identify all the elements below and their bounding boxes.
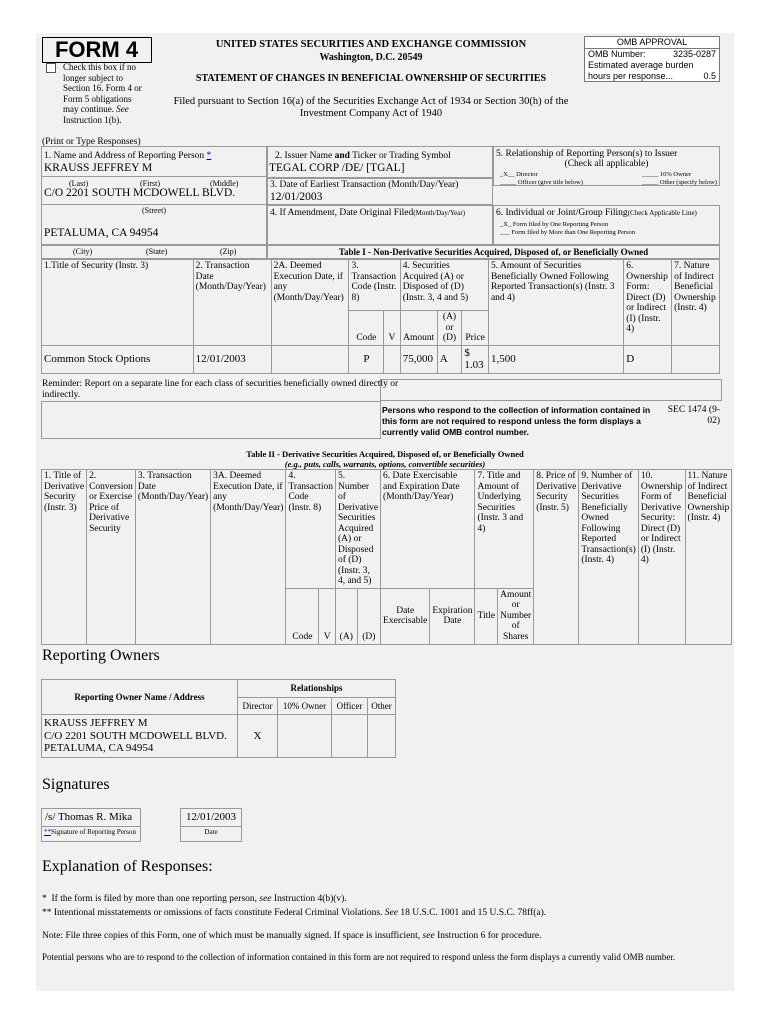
t2-h-d: (D) — [357, 588, 380, 644]
t1-h-form: 6. Ownership Form: Direct (D) or Indirect (I) (Instr. 4) — [624, 260, 672, 346]
t1-amount: 75,000 — [400, 345, 437, 373]
t1-h-title: 1.Title of Security (Instr. 3) — [42, 260, 194, 346]
omb-approval-box — [584, 36, 720, 82]
t2-h-shares: Amount or Number of Shares — [498, 588, 534, 644]
omb-hours-value: 0.5 — [703, 71, 716, 81]
issuer-name: TEGAL CORP /DE/ [TGAL] — [269, 162, 405, 174]
reporting-person-name: KRAUSS JEFFREY M — [44, 162, 153, 174]
ro-10pct-mark — [278, 715, 332, 758]
t1-h-nature: 7. Nature of Indirect Beneficial Ownership (Instr. 4) — [672, 260, 720, 346]
omb-hours-label: hours per response... — [588, 71, 674, 81]
ro-other-mark — [368, 715, 396, 758]
t2-h-code-sub: Code — [286, 588, 319, 644]
ro-col-10pct: 10% Owner — [278, 697, 332, 715]
statement-title: STATEMENT OF CHANGES IN BENEFICIAL OWNERSHIP OF SECURITIES — [195, 73, 547, 84]
t2-h-underlying: 7. Title and Amount of Underlying Securities (Instr. 3 and 4) — [475, 470, 534, 589]
reminder-box-right — [380, 379, 722, 401]
t1-nature — [672, 345, 720, 373]
t2-h-title-sub: Title — [475, 588, 498, 644]
ro-owner: KRAUSS JEFFREY M C/O 2201 SOUTH MCDOWELL BLVD. PETALUMA, CA 94954 — [42, 715, 238, 758]
t1-h-deemed: 2A. Deemed Execution Date, if any (Month/Day/Year) — [271, 260, 349, 346]
signature-label: **Signature of Reporting Person — [44, 828, 136, 836]
table2-subtitle: (e.g., puts, calls, warrants, options, convertible securities) — [284, 459, 486, 469]
t1-price: $ 1.03 — [462, 345, 489, 373]
label-middle: (Middle) — [210, 179, 239, 188]
box6-filing — [493, 205, 720, 245]
ro-relationships: Relationships — [238, 680, 396, 698]
signature-date: 12/01/2003 — [185, 811, 237, 823]
t2-h-date: 3. Transaction Date (Month/Day/Year) — [135, 470, 210, 645]
t2-h-price: 8. Price of Derivative Security (Instr. 5) — [534, 470, 579, 645]
box5-label: 5. Relationship of Reporting Person(s) to Issuer — [496, 149, 678, 159]
box4-label: 4. If Amendment, Date Original Filed(Month/Day/Year) — [270, 208, 466, 218]
box2-label: 2. Issuer Name and Ticker or Trading Symbol — [275, 151, 451, 161]
box5-director: _X__ Director — [500, 171, 538, 178]
box4-amendment — [267, 205, 493, 245]
t1-v — [384, 345, 400, 373]
ro-director-mark: X — [238, 715, 278, 758]
table1-title: Table I - Non-Derivative Securities Acquired, Disposed of, or Beneficially Owned — [338, 247, 649, 257]
sec-number: SEC 1474 (9-02) — [667, 405, 720, 426]
t1-h-code-sub: Code — [349, 311, 384, 346]
reminder-text: Reminder: Report on a separate line for each class of securities beneficially owned directly or indirectly. — [42, 379, 399, 400]
omb-number-value: 3235-0287 — [672, 49, 716, 59]
t2-h-conversion: 2. Conversion or Exercise Price of Derivative Security — [87, 470, 136, 645]
box5-sub: (Check all applicable) — [564, 159, 649, 169]
explanation-note-3: Note: File three copies of this Form, one of which must be manually signed. If space is insufficient, see Instruction 6 for procedure. — [42, 931, 542, 941]
signatures-heading: Signatures — [42, 776, 110, 793]
ro-officer-mark — [332, 715, 368, 758]
box1-asterisk-link[interactable]: * — [206, 151, 212, 161]
table2-title: Table II - Derivative Securities Acquired, Disposed of, or Beneficially Owned — [246, 449, 524, 459]
t1-title: Common Stock Options — [42, 345, 194, 373]
explanation-heading: Explanation of Responses: — [42, 858, 213, 875]
t1-h-code: 3. Transaction Code (Instr. 8) — [349, 260, 400, 311]
checkbox-text: Check this box if no longer subject to Section 16. Form 4 or Form 5 obligations may continue. See Instruction 1(b). — [63, 62, 142, 125]
box5-10pct: _____ 10% Owner — [642, 171, 692, 178]
city-address: PETALUMA, CA 94954 — [44, 227, 159, 239]
t2-h-a: (A) — [335, 588, 357, 644]
t1-deemed — [271, 345, 349, 373]
label-zip: (Zip) — [220, 247, 237, 256]
explanation-note-4: Potential persons who are to respond to the collection of information contained in this form are not required to respond unless the form displays a currently valid OMB number. — [42, 952, 676, 962]
signature-asterisk-link[interactable]: ** — [44, 828, 51, 836]
t1-h-securities: 4. Securities Acquired (A) or Disposed of (D) (Instr. 3, 4 and 5) — [400, 260, 488, 311]
box1-label: 1. Name and Address of Reporting Person * — [44, 151, 212, 161]
label-first: (First) — [140, 179, 160, 188]
label-last: (Last) — [69, 179, 89, 188]
box6-label: 6. Individual or Joint/Group Filing(Check Applicable Line) — [496, 208, 697, 218]
t1-h-aord: (A) or (D) — [437, 311, 462, 346]
t2-h-date-ex: Date Exercisable — [381, 588, 430, 644]
signature-box — [41, 808, 141, 842]
table2 — [41, 469, 732, 645]
reporting-owners-heading: Reporting Owners — [42, 647, 160, 664]
t1-code: P — [349, 345, 384, 373]
t1-owned: 1,500 — [488, 345, 623, 373]
ro-name-header: Reporting Owner Name / Address — [42, 680, 238, 715]
t1-h-v: V — [384, 311, 400, 346]
ro-col-other: Other — [368, 697, 396, 715]
t1-aord: A — [437, 345, 462, 373]
t2-h-number: 5. Number of Derivative Securities Acquired (A) or Disposed of (D) (Instr. 3, 4, and 5) — [335, 470, 380, 589]
reminder-box-left — [41, 401, 381, 439]
agency-name: UNITED STATES SECURITIES AND EXCHANGE COMMISSION — [215, 39, 527, 50]
box3-earliest-transaction — [267, 178, 493, 205]
box6-one: _X_ Form filed by One Reporting Person — [500, 221, 608, 228]
form-page — [36, 33, 734, 991]
explanation-note-2: ** Intentional misstatements or omissions of facts constitute Federal Criminal Violations. See 18 U.S.C. 1001 and 15 U.S.C. 78ff(a). — [42, 908, 547, 918]
t1-form: D — [624, 345, 672, 373]
signature-date-box — [180, 808, 242, 842]
t1-h-owned: 5. Amount of Securities Beneficially Owned Following Reported Transaction(s) (Instr. 3 and 4) — [488, 260, 623, 346]
label-city: (City) — [73, 247, 93, 256]
box2-issuer — [267, 146, 493, 178]
filed-pursuant: Filed pursuant to Section 16(a) of the Securities Exchange Act of 1934 or Section 30(h) of the Investment Company Act of 1940 — [173, 96, 569, 119]
reporting-owners-table — [41, 679, 396, 758]
t2-h-nature: 11. Nature of Indirect Beneficial Ownership (Instr. 4) — [685, 470, 732, 645]
t1-date: 12/01/2003 — [193, 345, 271, 373]
label-state: (State) — [146, 247, 168, 256]
explanation-note-1: * If the form is filed by more than one reporting person, see Instruction 4(b)(v). — [42, 894, 347, 904]
t1-h-date: 2. Transaction Date (Month/Day/Year) — [193, 260, 271, 346]
t2-h-code: 4. Transaction Code (Instr. 8) — [286, 470, 336, 589]
ro-col-officer: Officer — [332, 697, 368, 715]
box6-more: ___ Form filed by More than One Reporting Person — [500, 229, 636, 236]
box5-relationship — [493, 146, 720, 186]
t1-h-price: Price — [462, 311, 489, 346]
t2-h-title: 1. Title of Derivative Security (Instr. 3) — [42, 470, 87, 645]
box5-other: _____ Other (specify below) — [642, 179, 717, 186]
street-address: C/O 2201 SOUTH MCDOWELL BLVD. — [44, 187, 236, 199]
earliest-transaction-date: 12/01/2003 — [270, 191, 323, 203]
signer-name: /s/ Thomas R. Mika — [45, 811, 133, 823]
table-row — [42, 715, 396, 758]
table-row — [42, 345, 720, 373]
t1-h-amount: Amount — [400, 311, 437, 346]
label-street: (Street) — [142, 206, 166, 215]
omb-burden: Estimated average burden — [588, 60, 694, 70]
form-title: FORM 4 — [54, 37, 139, 62]
box1-reporting-person — [41, 146, 267, 245]
ro-col-director: Director — [238, 697, 278, 715]
city-state-zip-row — [41, 245, 267, 259]
agency-location: Washington, D.C. 20549 — [319, 52, 423, 63]
t2-h-owned: 9. Number of Derivative Securities Beneficially Owned Following Reported Transaction(s) (Instr. 4) — [579, 470, 639, 645]
omb-number-label: OMB Number: — [588, 49, 646, 59]
t2-h-exp: Expiration Date — [430, 588, 475, 644]
print-note: (Print or Type Responses) — [42, 137, 141, 147]
table1-title-box — [267, 245, 720, 259]
t2-h-deemed: 3A. Deemed Execution Date, if any (Month/Day/Year) — [211, 470, 286, 645]
form-title-box — [42, 37, 152, 63]
t2-h-exercisable: 6. Date Exercisable and Expiration Date (Month/Day/Year) — [381, 470, 475, 589]
table1 — [41, 259, 720, 374]
t2-h-form: 10. Ownership Form of Derivative Security: Direct (D) or Indirect (I) (Instr. 4) — [638, 470, 685, 645]
signature-date-label: Date — [204, 828, 218, 836]
box5-officer: _____ Officer (give title below) — [500, 179, 583, 186]
persons-note: Persons who respond to the collection of information contained in this form are not required to respond unless the form displays a currently valid OMB control number. — [382, 405, 651, 437]
no-longer-subject-checkbox[interactable] — [46, 63, 56, 73]
omb-title: OMB APPROVAL — [585, 37, 719, 49]
t2-h-v: V — [319, 588, 336, 644]
box3-label: 3. Date of Earliest Transaction (Month/Day/Year) — [270, 180, 459, 190]
